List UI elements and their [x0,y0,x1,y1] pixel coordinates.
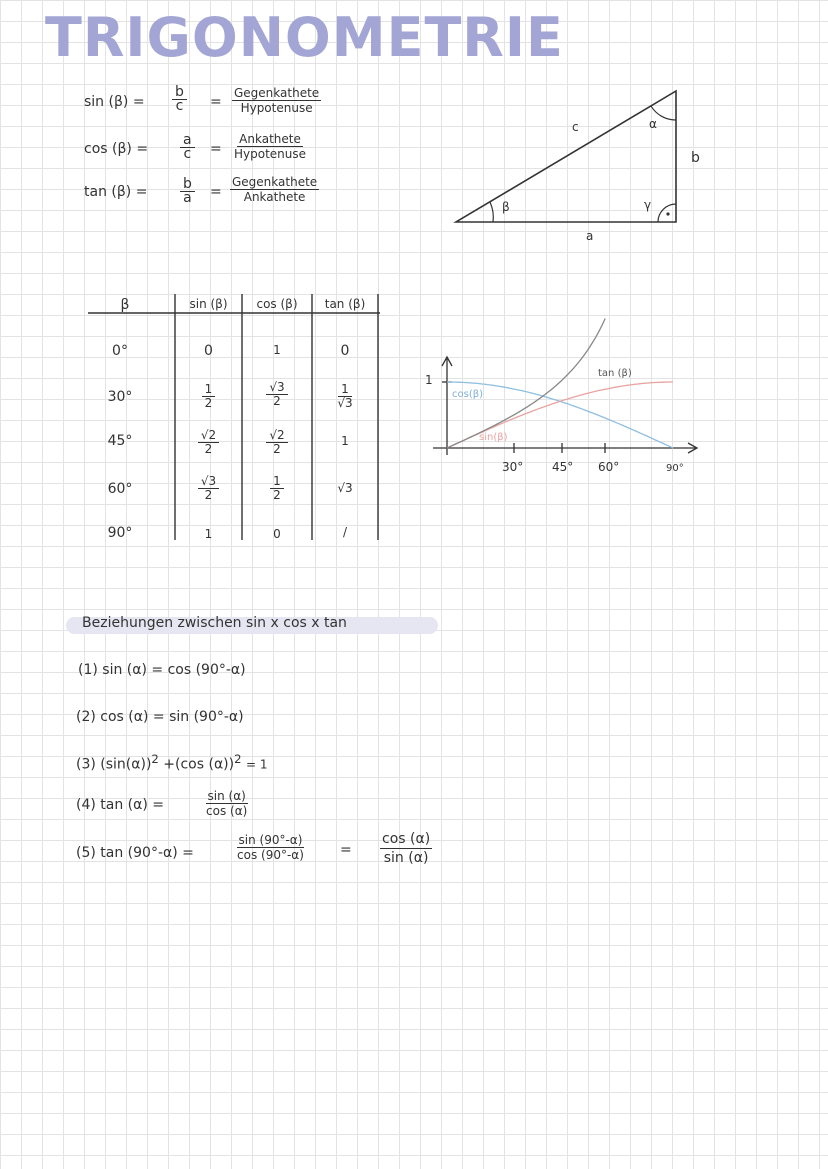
graph-curve-tan [447,319,605,449]
triangle-angle-beta: β [502,200,510,214]
relation-4-fraction: $\frac{\sin (\alpha)}{\cos (\alpha)}$ [206,789,248,818]
relations-heading: Beziehungen zwischen sin x cos x tan [82,615,347,631]
triangle-shape [456,91,676,222]
graph-x-tick-label: 90° [666,463,684,474]
table-tan-value: 0 [340,343,350,359]
relation-3: (3) $(\sin(\alpha))^2 +(\cos$ (α))$^2$ = 1 [76,752,268,773]
graph-x-tick-label: 30° [502,460,524,474]
graph-y-arrow [442,357,452,366]
graph-label-tan: tan (β) [598,368,632,379]
triangle-side-c: c [572,120,579,134]
def-sin-words: $\frac{\text{Gegenkathete}}{\text{Hypotenuse}}$ [234,86,320,115]
table-cos-value: $\frac{√3}{2}$ [266,381,287,408]
triangle-angle-alpha: α [649,117,657,131]
table-sin-value: $\frac{√2}{2}$ [198,429,219,456]
table-tan-value: √3 [337,481,353,495]
table-tan-value: 1 [341,434,349,448]
graph-x-arrow [688,443,697,453]
table-sin-value: 0 [204,343,213,359]
graph-x-tick-label: 60° [598,460,620,474]
table-header-sin: sin (β) [189,297,228,311]
graph-label-sin: sin(β) [479,432,508,443]
relation-5-lhs: (5) tan (90°-α) = [76,845,194,861]
triangle-angle-gamma: γ [644,198,652,212]
def-sin-fraction: $\frac{b}{c}$ [172,86,187,113]
angle-beta-arc [490,202,493,222]
def-tan-eq: = [210,184,222,200]
table-cos-value: 0 [273,527,281,541]
def-cos-eq: = [210,141,222,157]
def-sin-eq: = [210,94,222,110]
table-angle: 30° [107,389,133,405]
table-header-tan: tan (β) [324,297,366,311]
def-cos-fraction: $\frac{a}{c}$ [180,134,195,161]
table-angle: 60° [107,481,133,497]
graph-x-tick-label: 45° [552,460,574,474]
table-cos-value: $\frac{1}{2}$ [270,475,284,502]
relation-5-fraction: $\frac{\sin (90^\circ-\alpha)}{\cos (90^\circ-\alpha)}$ [237,833,304,862]
right-angle-marker [658,204,676,222]
table-cos-value: 1 [273,343,281,357]
relation-4-lhs: (4) tan (α) = [76,797,165,813]
table-sin-value: $\frac{1}{2}$ [202,383,216,410]
def-tan-fraction: $\frac{b}{a}$ [180,178,195,205]
table-angle: 45° [107,433,133,449]
page-title: TRIGONOMETRIE [45,6,564,69]
def-tan-words: $\frac{\text{Gegenkathete}}{\text{Ankathete}}$ [232,175,318,204]
table-angle: 0° [112,343,128,359]
triangle-side-a: a [586,229,594,243]
def-cos-lhs: cos (β) = [84,141,149,157]
table-tan-value: $\frac{1}{√3}$ [337,382,353,410]
def-cos-words: $\frac{\text{Ankathete}}{\text{Hypotenuse}}$ [234,132,307,161]
right-angle-dot [666,212,669,215]
def-tan-lhs: tan (β) = [84,184,148,200]
relation-2: (2) cos (α) = sin (90°-α) [76,709,244,725]
table-tan-value: / [342,525,348,539]
graph-label-cos: cos(β) [452,389,484,400]
relation-5-eq: = [340,842,352,858]
table-angle: 90° [107,525,133,541]
table-sin-value: 1 [204,527,213,541]
graph-y-tick-label: 1 [425,373,433,387]
triangle-side-b: b [691,150,700,166]
table-cos-value: $\frac{√2}{2}$ [266,429,287,456]
def-sin-lhs: sin (β) = [84,94,145,110]
relation-1: (1) sin (α) = cos (90°-α) [78,662,246,678]
table-sin-value: $\frac{√3}{2}$ [198,475,219,502]
table-header-cos: cos (β) [256,297,298,311]
relation-5-result-fraction: $\frac{\cos (\alpha)}{\sin (\alpha)}$ [382,831,431,866]
table-header-beta: β [120,297,130,313]
